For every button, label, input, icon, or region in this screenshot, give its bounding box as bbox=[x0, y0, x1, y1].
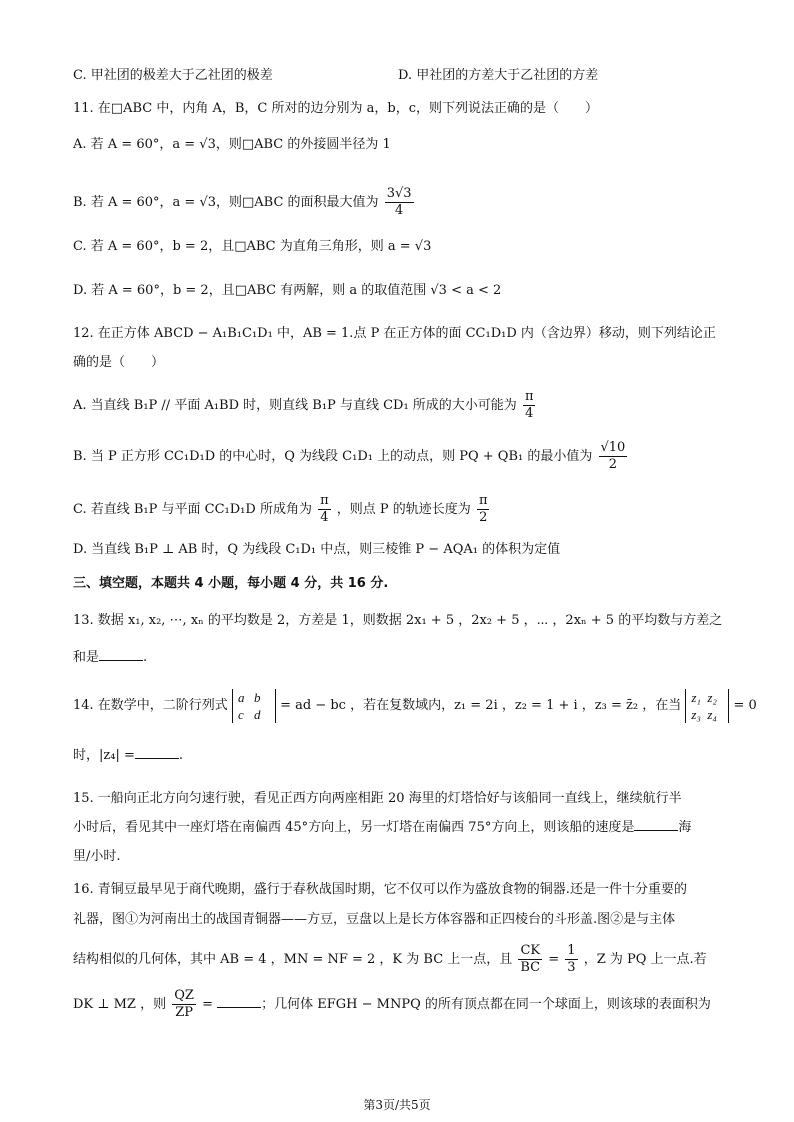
q12-option-c-text: C. 若直线 B₁P 与平面 CC₁D₁D 所成角为 bbox=[73, 502, 312, 517]
q10-option-d-text: D. 甲社团的方差大于乙社团的方差 bbox=[398, 68, 599, 83]
q15-line3: 里/小时. bbox=[73, 849, 121, 864]
q11-option-b-fraction bbox=[385, 186, 414, 219]
q14-text-pre: 14. 在数学中，二阶行列式 bbox=[73, 698, 228, 713]
q10-option-d bbox=[398, 66, 598, 86]
q13-answer-blank bbox=[99, 648, 143, 661]
q12-option-b-numerator: √10 bbox=[600, 440, 626, 455]
q16-zp-denominator: ZP bbox=[175, 1005, 193, 1020]
q16-three-denominator: 3 bbox=[567, 960, 576, 975]
q14-text-post: = 0 bbox=[733, 698, 757, 713]
q11-option-b-denominator: 4 bbox=[394, 203, 404, 218]
q12-option-b-denominator: 2 bbox=[608, 457, 618, 472]
q12-option-c-fraction2 bbox=[477, 493, 490, 526]
q16-equals: = bbox=[548, 952, 560, 967]
q14-determinant-z bbox=[685, 689, 729, 723]
q12-option-a-denominator: 4 bbox=[525, 406, 534, 421]
q12-option-a-fraction bbox=[523, 389, 536, 422]
q16-qz-zp-fraction bbox=[172, 988, 196, 1021]
q11-option-b-numerator: 3√3 bbox=[386, 186, 412, 201]
q12-option-c-numerator2: π bbox=[478, 493, 488, 508]
q16-ck-bc-fraction bbox=[518, 943, 542, 976]
page-footer: 第3页/共5页 bbox=[363, 1098, 431, 1112]
q15-line1: 15. 一船向正北方向匀速行驶，看见正西方向两座相距 20 海里的灯塔恰好与该船同一直线上，继续航行半 bbox=[73, 791, 682, 806]
q14-line2-text: 时，|z₄| = bbox=[73, 748, 135, 763]
q12-option-a-text: A. 当直线 B₁P // 平面 A₁BD 时，则直线 B₁P 与直线 CD₁ 所成的大小可能为 bbox=[73, 398, 517, 413]
q11-option-b-text: B. 若 A = 60°，a = √3，则□ABC 的面积最大值为 bbox=[73, 195, 379, 210]
q12-stem-line2: 确的是（ ） bbox=[73, 355, 165, 370]
q14-line1 bbox=[73, 686, 757, 726]
q12-option-a-numerator: π bbox=[524, 389, 534, 404]
q15-answer-blank bbox=[634, 818, 678, 831]
q12-option-b bbox=[73, 437, 734, 477]
det-b: b bbox=[253, 689, 261, 705]
q12-option-c-mid: ，则点 P 的轨迹长度为 bbox=[336, 502, 471, 517]
q16-line3-text: 结构相似的几何体，其中 AB = 4 ，MN = NF = 2 ，K 为 BC 上一点，且 bbox=[73, 952, 513, 967]
q12-option-c-denominator2: 2 bbox=[479, 510, 488, 525]
q11-option-a: A. 若 A = 60°，a = √3，则□ABC 的外接圆半径为 1 bbox=[73, 137, 391, 152]
q11-option-d: D. 若 A = 60°，b = 2，且□ABC 有两解，则 a 的取值范围 √3 < a < 2 bbox=[73, 283, 502, 298]
q10-option-c-text: C. 甲社团的极差大于乙社团的极差 bbox=[73, 68, 273, 83]
q16-line1: 16. 青铜豆最早见于商代晚期，盛行于春秋战国时期，它不仅可以作为盛放食物的铜器.还是一件十分重要的 bbox=[73, 882, 687, 897]
q16-one-numerator: 1 bbox=[567, 943, 576, 958]
q14-answer-blank bbox=[135, 746, 179, 759]
q15-line2-text: 小时后，看见其中一座灯塔在南偏西 45°方向上，另一灯塔在南偏西 75°方向上，则该船的速度是 bbox=[73, 820, 635, 835]
q12-stem-line1: 12. 在正方体 ABCD − A₁B₁C₁D₁ 中，AB = 1.点 P 在正方体的面 CC₁D₁D 内（含边界）移动，则下列结论正 bbox=[73, 326, 716, 341]
det-z1: z₁ bbox=[691, 689, 701, 705]
q12-option-c-numerator1: π bbox=[320, 493, 329, 508]
q13-line1: 13. 数据 x₁, x₂, ⋯, xₙ 的平均数是 2，方差是 1，则数据 2x₁ + 5 ，2x₂ + 5 ，⋯ ，2xₙ + 5 的平均数与方差之 bbox=[73, 613, 723, 628]
q11-stem: 11. 在□ABC 中，内角 A，B，C 所对的边分别为 a，b，c，则下列说法正确的是（ ） bbox=[73, 101, 598, 116]
q14-text-mid: = ad − bc ，若在复数域内，z₁ = 2i ，z₂ = 1 + i ，z₃ = z̄₂ ，在当 bbox=[280, 698, 682, 713]
det-z3: z₃ bbox=[691, 706, 701, 722]
q16-bc-denominator: BC bbox=[520, 960, 541, 975]
q12-option-c-fraction1 bbox=[318, 493, 331, 526]
q15-line2 bbox=[73, 818, 734, 838]
q16-line4: DK ⊥ MZ ，则 $\frac{QZ}{ZP}$ = ；几何体 EFGH − MNPQ 的所有顶点都在同一个球面上，则该球的表面积为 bbox=[73, 988, 711, 1020]
q12-option-b-fraction bbox=[599, 440, 628, 473]
q12-option-b-text: B. 当 P 正方形 CC₁D₁D 的中心时，Q 为线段 C₁D₁ 上的动点，则 PQ + QB₁ 的最小值为 bbox=[73, 449, 593, 464]
det-c: c bbox=[237, 706, 244, 722]
q16-line3 bbox=[73, 940, 734, 980]
q16-answer-blank bbox=[217, 995, 261, 1008]
q14-line2: 时，|z₄| = . bbox=[73, 748, 183, 763]
q12-option-c bbox=[73, 490, 734, 530]
q12-option-d: D. 当直线 B₁P ⊥ AB 时，Q 为线段 C₁D₁ 中点，则三棱锥 P − AQA₁ 的体积为定值 bbox=[73, 542, 561, 557]
q12-option-c-denominator1: 4 bbox=[320, 510, 329, 525]
det-z2: z₂ bbox=[707, 689, 717, 705]
q16-line4-text: DK ⊥ MZ ，则 bbox=[73, 997, 167, 1012]
q12-option-a bbox=[73, 386, 734, 426]
q16-qz-numerator: QZ bbox=[174, 988, 194, 1003]
det-d: d bbox=[253, 706, 261, 722]
q16-line2: 礼器，图①为河南出土的战国青铜器——方豆，豆盘以上是长方体容器和正四棱台的斗形盖.图②是与主体 bbox=[73, 912, 676, 927]
q16-line4-post: ；几何体 EFGH − MNPQ 的所有顶点都在同一个球面上，则该球的表面积为 bbox=[261, 997, 711, 1012]
q13-line2-text: 和是 bbox=[73, 650, 100, 665]
det-z4: z₄ bbox=[707, 706, 717, 722]
q14-determinant bbox=[232, 689, 276, 723]
q13-line2: 和是 . bbox=[73, 650, 148, 665]
q11-option-c: C. 若 A = 60°，b = 2，且□ABC 为直角三角形，则 a = √3 bbox=[73, 239, 432, 254]
q16-ck-numerator: CK bbox=[520, 943, 541, 958]
q16-one-third-fraction bbox=[565, 943, 577, 976]
q16-line3-post: ，Z 为 PQ 上一点.若 bbox=[583, 952, 707, 967]
det-a: a bbox=[237, 689, 245, 705]
section-heading: 三、填空题，本题共 4 小题，每小题 4 分，共 16 分. bbox=[73, 576, 389, 591]
q11-option-b bbox=[73, 183, 734, 223]
q15-line2-post: 海 bbox=[678, 820, 692, 835]
